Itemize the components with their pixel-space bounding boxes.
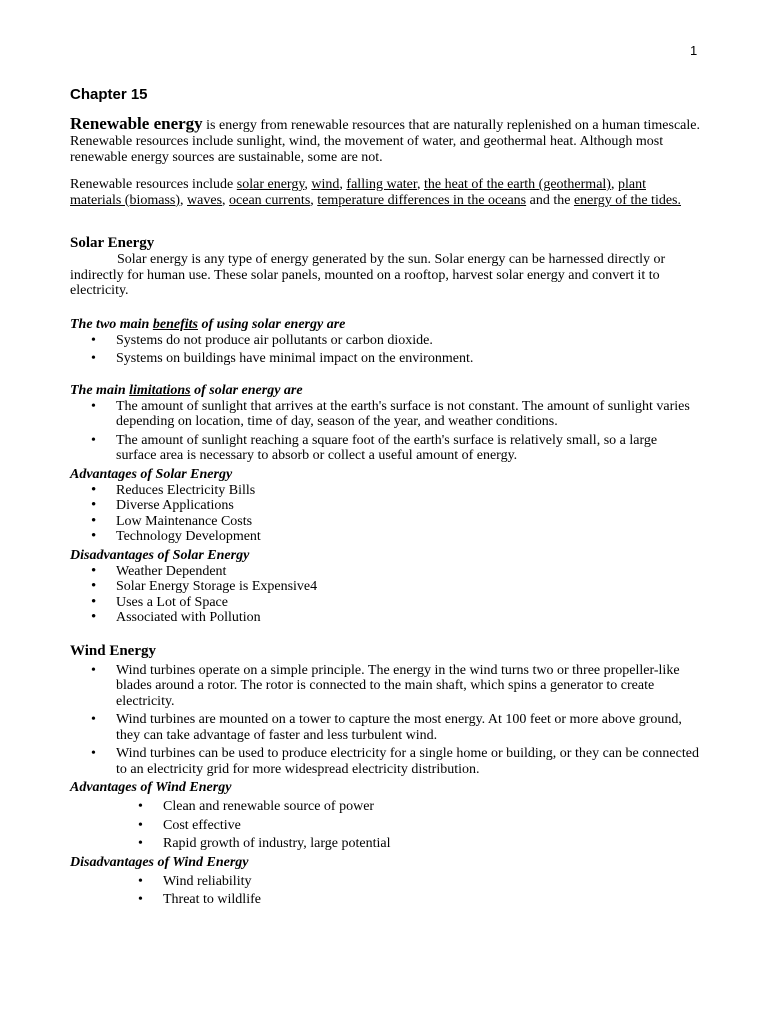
resources-paragraph: Renewable resources include solar energy, wind, falling water, the heat of the earth (geothermal), plant materials (biomass), waves, ocean currents, temperature differences in the oceans and the energy of the tides.	[70, 177, 681, 208]
document-body	[70, 86, 700, 911]
solar-disadvantages-heading: Disadvantages of Solar Energy	[70, 547, 250, 563]
resource-link: waves	[187, 192, 223, 208]
resource-link: ocean currents	[229, 192, 311, 208]
resource-link: solar energy	[236, 177, 305, 192]
intro-paragraph	[70, 116, 700, 166]
benefits-word: benefits	[152, 316, 198, 332]
wind-disadvantages-heading: Disadvantages of Wind Energy	[70, 854, 249, 870]
list-item: • Wind reliability	[70, 874, 700, 890]
list-item: • Wind turbines are mounted on a tower to capture the most energy. At 100 feet or more above ground, they can take advantage of faster and less turbulent wind.	[70, 712, 700, 743]
limitations-word: limitations	[129, 382, 191, 398]
list-item: • Solar Energy Storage is Expensive4	[70, 579, 700, 595]
list-item: • Diverse Applications	[70, 498, 700, 514]
list-item: • Weather Dependent	[70, 564, 700, 580]
solar-disadvantages-list	[70, 564, 700, 626]
resources-prefix: Renewable resources include	[70, 177, 237, 192]
resource-link: energy of the tides.	[573, 192, 681, 208]
list-item: • Technology Development	[70, 529, 700, 545]
page-number: 1	[690, 43, 698, 58]
solar-paragraph: Solar energy is any type of energy generated by the sun. Solar energy can be harnessed directly or indirectly for human use. These solar panels, mounted on a rooftop, harvest solar energy and convert it to electricity.	[70, 252, 666, 298]
list-item: • Cost effective	[70, 818, 700, 834]
intro-text: is energy from renewable resources that are naturally replenished on a human timescale. Renewable resources include sunlight, wind, the movement of water, and geothermal heat. Although most renewable energy sources are sustainable, some are not.	[70, 118, 700, 165]
resource-link: falling water	[346, 177, 417, 192]
solar-limitations-heading	[70, 383, 700, 399]
limitations-pre: The main	[70, 382, 130, 398]
resources-and: and the	[526, 192, 574, 208]
wind-advantages-list	[70, 799, 700, 852]
list-item: • Low Maintenance Costs	[70, 514, 700, 530]
solar-heading: Solar Energy	[70, 235, 155, 251]
benefits-post: of using solar energy are	[197, 316, 346, 332]
intro-term: Renewable energy	[70, 114, 203, 133]
resource-link: wind	[311, 177, 340, 192]
list-item: • Threat to wildlife	[70, 892, 700, 908]
list-item: • Reduces Electricity Bills	[70, 483, 700, 499]
list-item: • Systems do not produce air pollutants or carbon dioxide.	[70, 333, 700, 349]
list-item: • Wind turbines can be used to produce electricity for a single home or building, or they can be connected to an electricity grid for more widespread electricity distribution.	[70, 746, 700, 777]
list-item: • Clean and renewable source of power	[70, 799, 700, 815]
list-item: • Systems on buildings have minimal impact on the environment.	[70, 351, 700, 367]
resource-link: plant materials (biomass)	[70, 177, 646, 208]
wind-points-list	[70, 663, 700, 778]
wind-heading: Wind Energy	[70, 642, 156, 659]
list-item: • The amount of sunlight that arrives at the earth's surface is not constant. The amount of sunlight varies depending on location, time of day, season of the year, and weather conditions.	[70, 399, 700, 430]
chapter-title: Chapter 15	[70, 86, 148, 103]
wind-advantages-heading: Advantages of Wind Energy	[70, 780, 232, 795]
list-item: • Rapid growth of industry, large potential	[70, 836, 700, 852]
solar-benefits-list	[70, 333, 700, 367]
resource-link: the heat of the earth (geothermal)	[424, 177, 611, 192]
solar-advantages-heading: Advantages of Solar Energy	[70, 466, 233, 482]
solar-benefits-heading	[70, 317, 700, 333]
resource-link: temperature differences in the oceans	[317, 192, 527, 208]
list-item: • Uses a Lot of Space	[70, 595, 700, 611]
list-item: • Associated with Pollution	[70, 610, 700, 626]
list-item: • The amount of sunlight reaching a square foot of the earth's surface is relatively small, so a large surface area is necessary to absorb or collect a useful amount of energy.	[70, 433, 700, 464]
limitations-post: of solar energy are	[190, 382, 303, 398]
wind-disadvantages-list	[70, 874, 700, 908]
benefits-pre: The two main	[70, 316, 153, 332]
list-item: • Wind turbines operate on a simple principle. The energy in the wind turns two or three propeller-like blades around a rotor. The rotor is connected to the main shaft, which spins a generator to create electricity.	[70, 663, 700, 710]
solar-limitations-list	[70, 399, 700, 464]
solar-advantages-list	[70, 483, 700, 545]
